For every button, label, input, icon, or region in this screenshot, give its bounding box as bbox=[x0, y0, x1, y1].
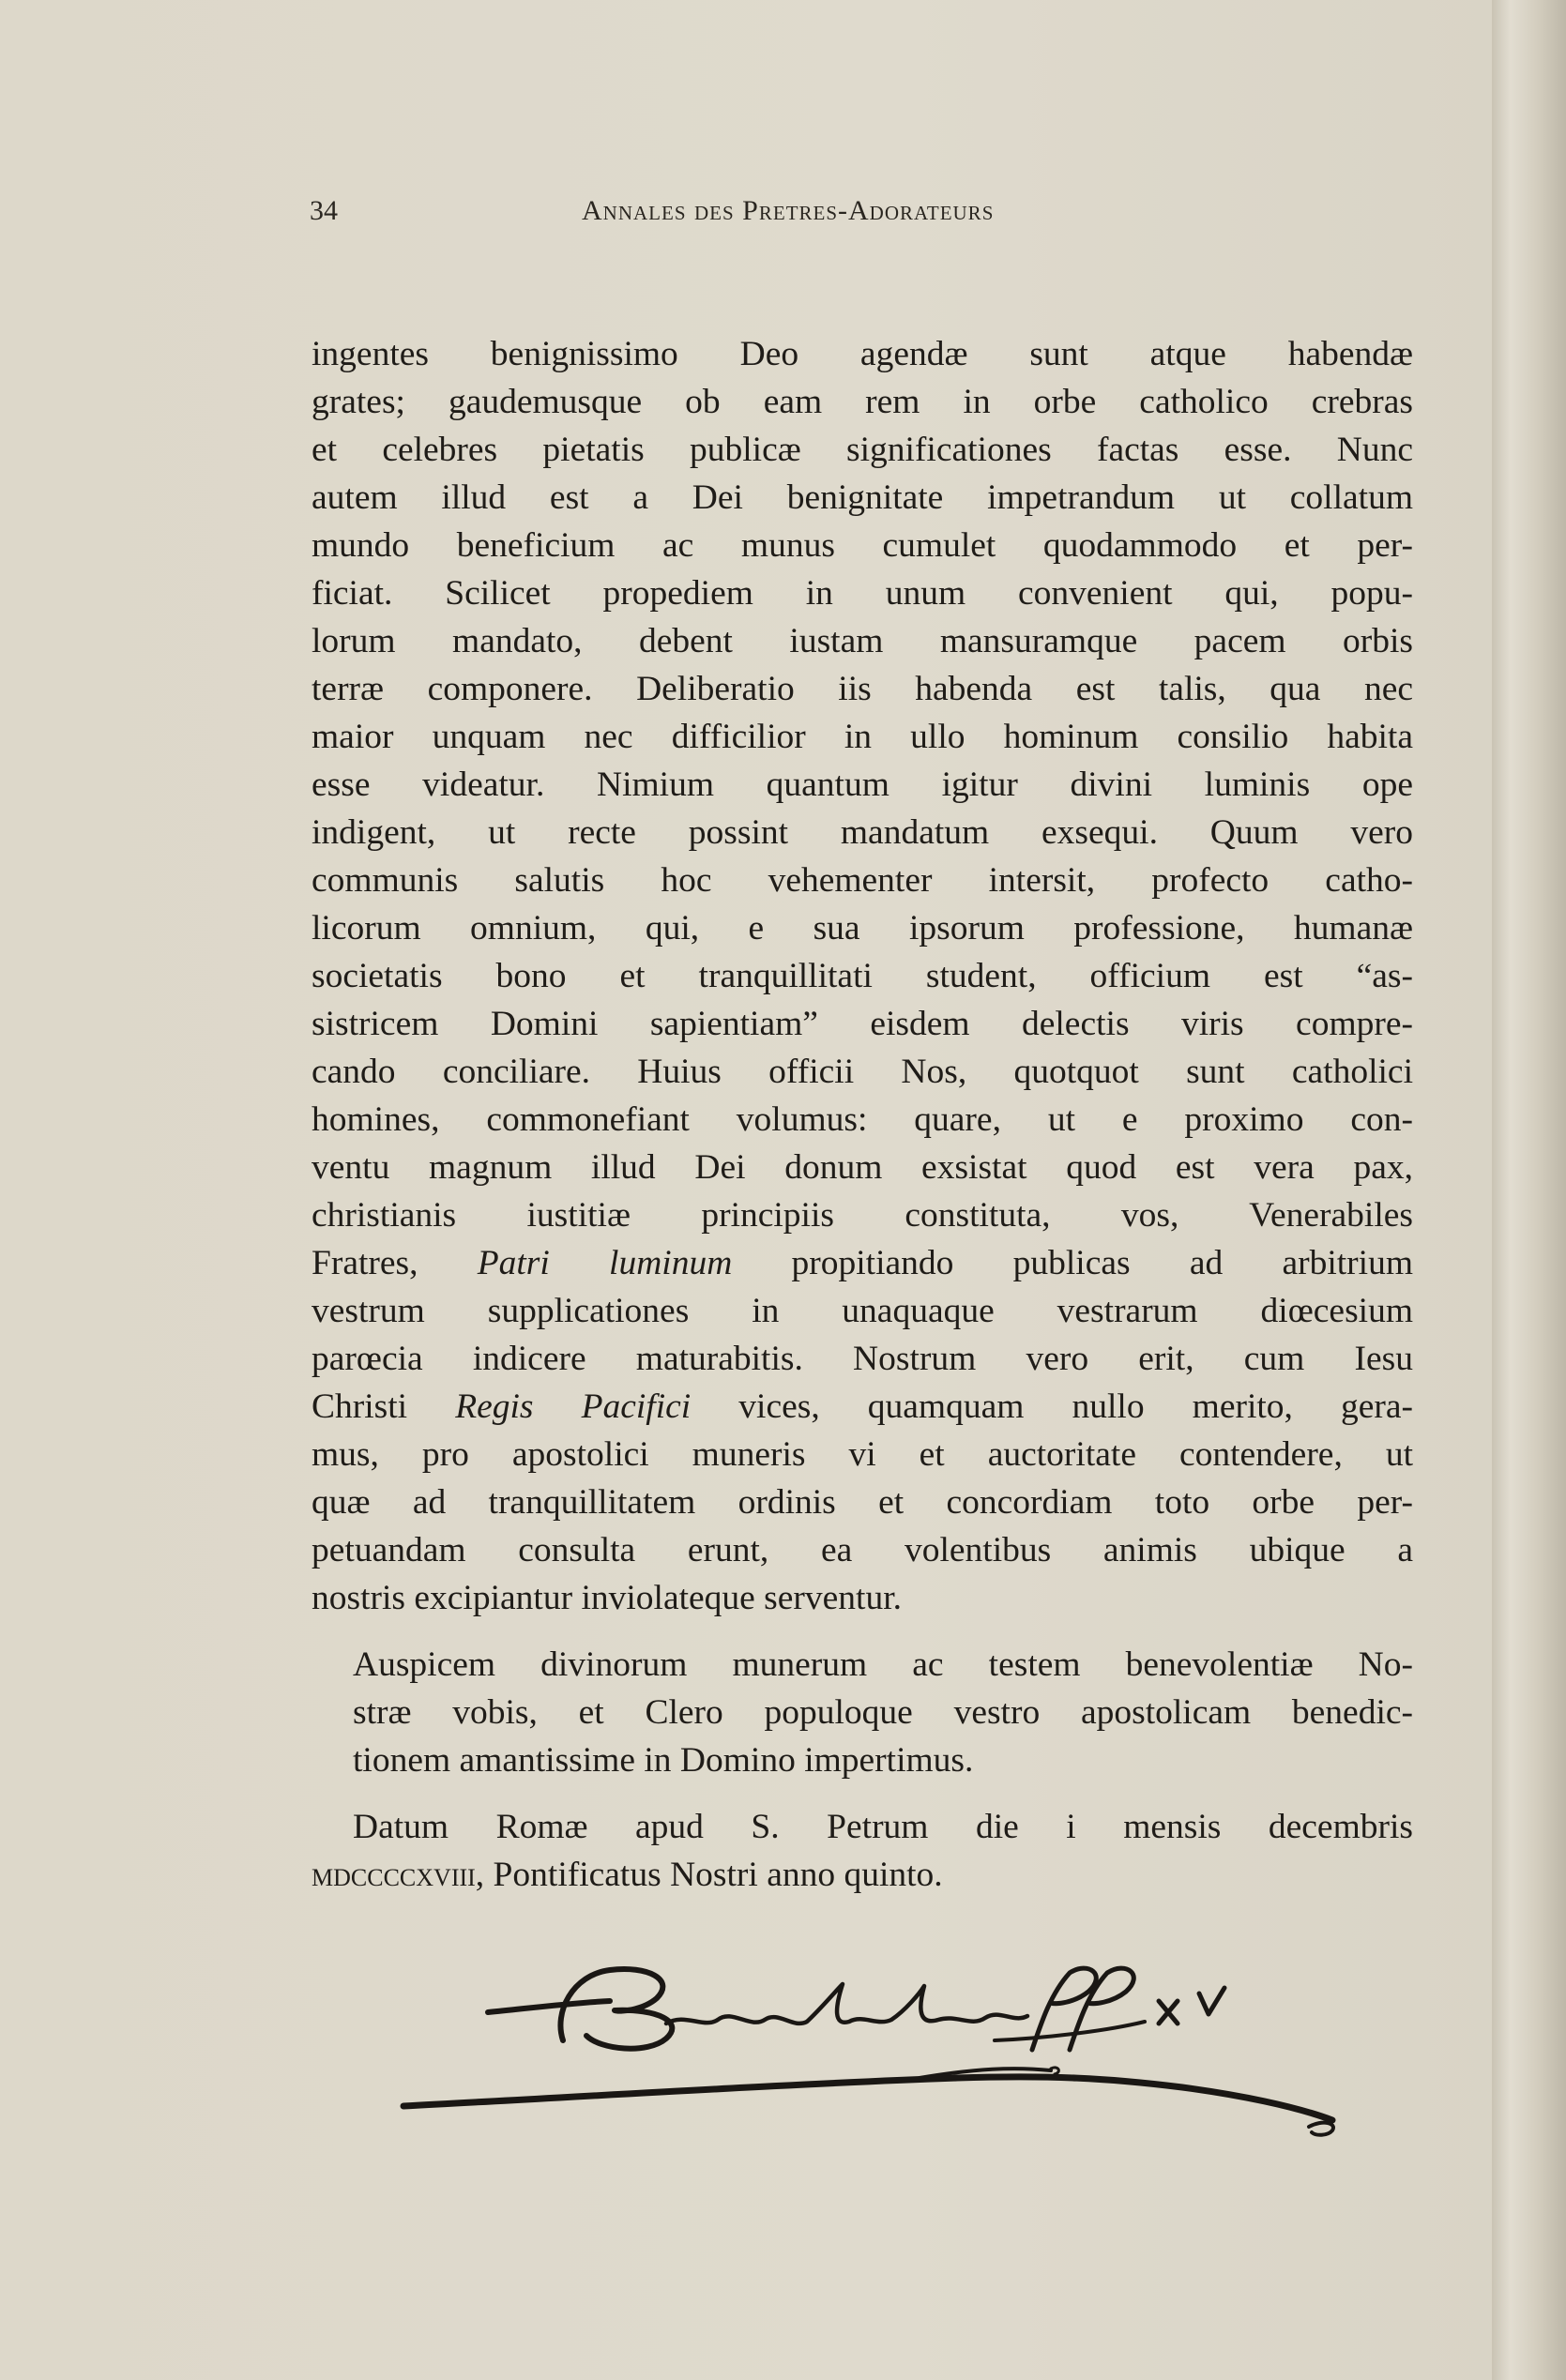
page-number: 34 bbox=[310, 195, 338, 226]
text-line: nostris excipiantur inviolateque serventur. bbox=[312, 1579, 903, 1617]
text-line: homines, commonefiant volumus: quare, ut e proximo con- bbox=[312, 1100, 1413, 1139]
paragraph-3-cont bbox=[312, 1851, 1413, 1899]
text-line bbox=[312, 1383, 1413, 1431]
italic-phrase: Patri luminum bbox=[477, 1244, 733, 1282]
text-run: , Pontificatus Nostri anno quinto. bbox=[475, 1856, 943, 1894]
text-line: communis salutis hoc vehementer intersit, profecto catho- bbox=[312, 861, 1413, 900]
running-header bbox=[310, 195, 1139, 236]
text-line bbox=[312, 1239, 1413, 1287]
text-line: christianis iustitiæ principiis constituta, vos, Venerabiles bbox=[312, 1196, 1413, 1235]
text-run: vices, quamquam nullo merito, gera- bbox=[691, 1387, 1413, 1426]
signature-graphic bbox=[394, 1918, 1426, 2144]
text-line: societatis bono et tranquillitati student, officium est “as- bbox=[312, 957, 1413, 995]
text-line: terræ componere. Deliberatio iis habenda est talis, qua nec bbox=[312, 670, 1413, 708]
text-line: vestrum supplicationes in unaquaque vestrarum diœcesium bbox=[312, 1292, 1413, 1330]
text-line: tionem amantissime in Domino impertimus. bbox=[353, 1741, 974, 1780]
text-line: lorum mandato, debent iustam mansuramque pacem orbis bbox=[312, 622, 1413, 660]
body-text bbox=[312, 330, 1413, 1899]
text-line: ventu magnum illud Dei donum exsistat quod est vera pax, bbox=[312, 1148, 1413, 1187]
text-line: autem illud est a Dei benignitate impetrandum ut collatum bbox=[312, 478, 1413, 517]
text-line: stræ vobis, et Clero populoque vestro apostolicam benedic- bbox=[353, 1693, 1413, 1732]
paragraph-2 bbox=[312, 1641, 1413, 1784]
page-gutter bbox=[1492, 0, 1566, 2380]
text-line: sistricem Domini sapientiam” eisdem delectis viris compre- bbox=[312, 1005, 1413, 1043]
text-run: Christi bbox=[312, 1387, 456, 1426]
text-line: parœcia indicere maturabitis. Nostrum vero erit, cum Iesu bbox=[312, 1340, 1413, 1378]
text-line: petuandam consulta erunt, ea volentibus animis ubique a bbox=[312, 1531, 1413, 1569]
paragraph-3 bbox=[312, 1803, 1413, 1851]
text-line: indigent, ut recte possint mandatum exsequi. Quum vero bbox=[312, 813, 1413, 852]
handwritten-signature bbox=[394, 1918, 1426, 2144]
text-line: grates; gaudemusque ob eam rem in orbe catholico crebras bbox=[312, 383, 1413, 421]
text-line: Auspicem divinorum munerum ac testem benevolentiæ No- bbox=[353, 1645, 1413, 1684]
text-run: propitiando publicas ad arbitrium bbox=[732, 1244, 1413, 1282]
text-line: ingentes benignissimo Deo agendæ sunt atque habendæ bbox=[312, 335, 1413, 373]
text-line: Datum Romæ apud S. Petrum die i mensis decembris bbox=[353, 1808, 1413, 1846]
roman-date: mdccccxviii bbox=[312, 1856, 476, 1894]
text-line: cando conciliare. Huius officii Nos, quotquot sunt catholici bbox=[312, 1053, 1413, 1091]
text-run: Fratres, bbox=[312, 1244, 478, 1282]
text-line: maior unquam nec difficilior in ullo hominum consilio habita bbox=[312, 718, 1413, 756]
text-line: mus, pro apostolici muneris vi et auctoritate contendere, ut bbox=[312, 1435, 1413, 1474]
text-line: licorum omnium, qui, e sua ipsorum professione, humanæ bbox=[312, 909, 1413, 947]
text-line: mundo beneficium ac munus cumulet quodammodo et per- bbox=[312, 526, 1413, 565]
italic-phrase: Regis Pacifici bbox=[455, 1387, 692, 1426]
running-title: Annales des Pretres-Adorateurs bbox=[582, 195, 995, 226]
text-line: ficiat. Scilicet propediem in unum convenient qui, popu- bbox=[312, 574, 1413, 613]
paragraph-1 bbox=[312, 330, 1413, 1622]
text-line: et celebres pietatis publicæ significationes factas esse. Nunc bbox=[312, 431, 1413, 469]
text-line bbox=[312, 1851, 1413, 1899]
text-line: esse videatur. Nimium quantum igitur divini luminis ope bbox=[312, 766, 1413, 804]
text-line: quæ ad tranquillitatem ordinis et concordiam toto orbe per- bbox=[312, 1483, 1413, 1522]
